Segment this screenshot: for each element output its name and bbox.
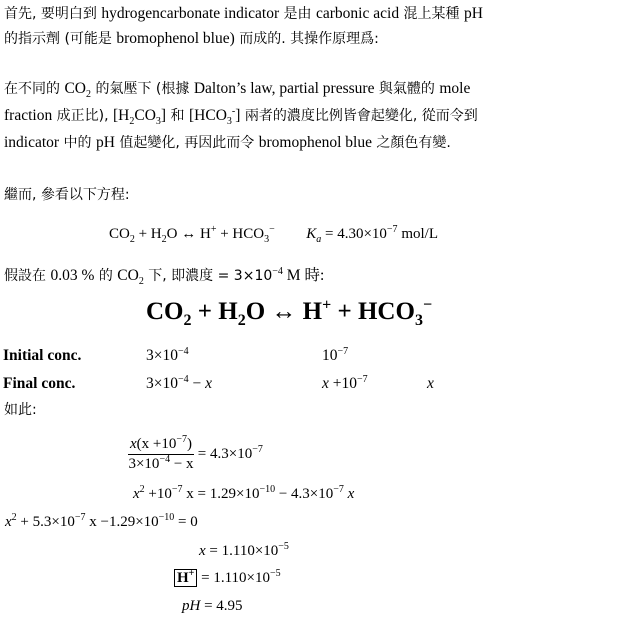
variable-x: x xyxy=(205,375,213,392)
paragraph-5 xyxy=(4,398,37,422)
eq-term: + H xyxy=(134,226,162,242)
variable-x: x xyxy=(322,375,329,392)
superscript: 2 xyxy=(139,484,145,495)
superscript: −7 xyxy=(337,345,349,357)
eq-term: 3×10 xyxy=(128,456,160,472)
eq-term: − 4.3×10 xyxy=(275,486,334,502)
eq-term: x −1.29×10 xyxy=(85,514,159,530)
text-segment: fraction xyxy=(4,107,53,124)
text-segment: [HCO xyxy=(189,107,227,124)
paragraph-2-line-3 xyxy=(4,131,451,155)
subscript: 2 xyxy=(129,116,135,128)
value: 3×10 xyxy=(146,347,178,364)
eq-term: = 1.110×10 xyxy=(205,543,279,559)
calc-line-6 xyxy=(182,598,243,615)
text-segment: 和 xyxy=(166,108,189,124)
subscript: 2 xyxy=(138,276,144,288)
eq-term: + H xyxy=(191,298,238,325)
subscript: 2 xyxy=(237,312,246,329)
superscript: + xyxy=(188,568,195,579)
ka-value: = 4.30×10 xyxy=(321,226,387,242)
eq-term: = 4.95 xyxy=(200,598,243,614)
text-segment: 繼而, 參看以下方程: xyxy=(4,187,130,203)
paragraph-3 xyxy=(4,183,130,207)
superscript: 2 xyxy=(11,512,17,523)
calc-fraction-line xyxy=(128,436,263,473)
superscript: −7 xyxy=(176,434,188,445)
calc-line-5 xyxy=(174,570,281,587)
subscript: 3 xyxy=(155,116,161,128)
subscript: 2 xyxy=(129,234,135,245)
subscript: 3 xyxy=(414,312,423,329)
text-segment: 假設在 xyxy=(4,268,51,284)
ka-unit: mol/L xyxy=(397,226,438,242)
superscript: −4 xyxy=(159,454,171,465)
text-segment: 混上某種 xyxy=(399,6,464,22)
h-concentration-bracket xyxy=(174,569,197,587)
final-hco3 xyxy=(427,375,434,393)
paragraph-2-line-2 xyxy=(4,104,478,128)
ph-symbol: pH xyxy=(182,598,201,614)
text-segment: pH xyxy=(96,134,115,151)
text-segment: hydrogencarbonate indicator xyxy=(101,5,280,22)
text-segment: M 時: xyxy=(282,267,325,284)
eq-term: +10 xyxy=(144,486,172,502)
superscript: + xyxy=(322,296,332,314)
value: +10 xyxy=(328,375,358,392)
superscript: −10 xyxy=(158,512,175,523)
text-segment: 中的 xyxy=(59,135,96,151)
text-segment: 首先, 要明白到 xyxy=(4,6,102,22)
superscript: −4 xyxy=(272,265,283,277)
text-segment: [H xyxy=(113,107,130,124)
subscript: 2 xyxy=(183,312,192,329)
text-segment: indicator xyxy=(4,134,60,151)
superscript: −4 xyxy=(178,373,189,385)
text-segment: CO xyxy=(134,107,156,124)
variable-x: x xyxy=(130,436,137,452)
eq-term: O ↔ H xyxy=(245,298,323,325)
final-co2 xyxy=(146,375,212,393)
initial-conc-label: Initial conc. xyxy=(3,347,82,364)
fraction-numerator xyxy=(128,436,194,455)
text-segment: 的氣壓下 (根據 xyxy=(91,81,194,97)
final-conc-label: Final conc. xyxy=(3,375,76,392)
fraction xyxy=(128,436,194,473)
text-segment: 的指示劑 (可能是 xyxy=(4,31,117,47)
eq-term: = 4.3×10 xyxy=(194,445,253,462)
subscript: 2 xyxy=(86,89,91,101)
calc-line-4 xyxy=(199,543,289,560)
eq-term: O ↔ H xyxy=(166,226,211,242)
initial-h xyxy=(322,347,348,365)
superscript: −7 xyxy=(252,443,263,455)
text-segment: bromophenol blue xyxy=(258,134,372,151)
eq-term: ) xyxy=(187,436,193,452)
variable-x: x xyxy=(427,375,434,392)
final-h xyxy=(322,375,368,393)
superscript: −5 xyxy=(278,541,289,552)
superscript: − xyxy=(269,224,275,235)
paragraph-1-line-1 xyxy=(4,2,483,26)
subscript: 2 xyxy=(161,234,167,245)
text-segment: ] xyxy=(235,107,241,124)
initial-co2 xyxy=(146,347,189,365)
superscript: −7 xyxy=(171,484,183,495)
paragraph-4 xyxy=(4,264,324,288)
superscript: −4 xyxy=(178,345,189,357)
value: 10 xyxy=(322,347,338,364)
calc-line-3 xyxy=(5,514,198,531)
eq-term: = 0 xyxy=(174,514,198,530)
superscript: −7 xyxy=(74,512,86,523)
value: − xyxy=(188,375,206,392)
eq-term: (x +10 xyxy=(136,436,177,452)
equation-dissociation-small xyxy=(109,226,438,243)
text-segment: ] xyxy=(160,107,167,124)
variable-x: x xyxy=(133,486,140,502)
text-segment: 兩者的濃度比例皆會起變化, 從而令到 xyxy=(240,108,478,124)
superscript: −7 xyxy=(357,373,368,385)
text-segment: 如此: xyxy=(4,402,37,418)
eq-term: CO xyxy=(109,226,130,242)
superscript: −7 xyxy=(386,224,398,235)
eq-term: CO xyxy=(146,298,184,325)
text-segment: bromophenol blue) xyxy=(116,30,235,47)
superscript: −5 xyxy=(270,568,281,579)
superscript: − xyxy=(422,296,433,314)
variable-x: x xyxy=(199,543,206,559)
equation-dissociation-large xyxy=(146,296,433,329)
text-segment: carbonic acid xyxy=(316,5,400,22)
text-segment: 與氣體的 xyxy=(374,81,440,97)
variable-x: x xyxy=(5,514,12,530)
eq-term: H xyxy=(177,570,189,586)
superscript: −7 xyxy=(333,484,344,495)
text-segment: CO xyxy=(117,267,139,284)
text-segment: 值起變化, 再因此而令 xyxy=(114,135,259,151)
eq-term: x = 1.29×10 xyxy=(182,486,260,502)
text-segment: pH xyxy=(463,5,483,22)
text-segment: 下, 即濃度 = 3×10 xyxy=(143,268,273,284)
text-segment: 0.03 % xyxy=(50,267,95,284)
eq-term: + 5.3×10 xyxy=(16,514,75,530)
text-segment: mole xyxy=(439,80,471,97)
text-segment: CO xyxy=(64,80,86,97)
text-segment: Dalton’s law, partial pressure xyxy=(193,80,375,97)
text-segment: 是由 xyxy=(279,6,317,22)
paragraph-2-line-1 xyxy=(4,77,470,101)
eq-term: − x xyxy=(170,456,194,472)
subscript: 3 xyxy=(226,116,232,128)
text-segment: 在不同的 xyxy=(4,81,65,97)
superscript: −10 xyxy=(259,484,276,495)
fraction-denominator xyxy=(128,455,194,473)
text-segment: 之顏色有變. xyxy=(371,135,451,151)
superscript: + xyxy=(210,224,217,235)
eq-term: = 1.110×10 xyxy=(197,570,270,586)
paragraph-1-line-2 xyxy=(4,27,379,51)
text-segment: 而成的. 其操作原理爲: xyxy=(234,31,379,47)
text-segment: 成正比), xyxy=(52,108,114,124)
subscript: a xyxy=(316,234,322,245)
variable-x: x xyxy=(343,486,355,502)
ka-symbol: K xyxy=(306,226,317,242)
calc-line-2 xyxy=(133,486,354,503)
text-segment: 的 xyxy=(94,268,118,284)
superscript: - xyxy=(231,105,236,117)
subscript: 3 xyxy=(264,234,270,245)
value: 3×10 xyxy=(146,375,178,392)
eq-term: + HCO xyxy=(331,298,415,325)
eq-term: + HCO xyxy=(216,226,265,242)
